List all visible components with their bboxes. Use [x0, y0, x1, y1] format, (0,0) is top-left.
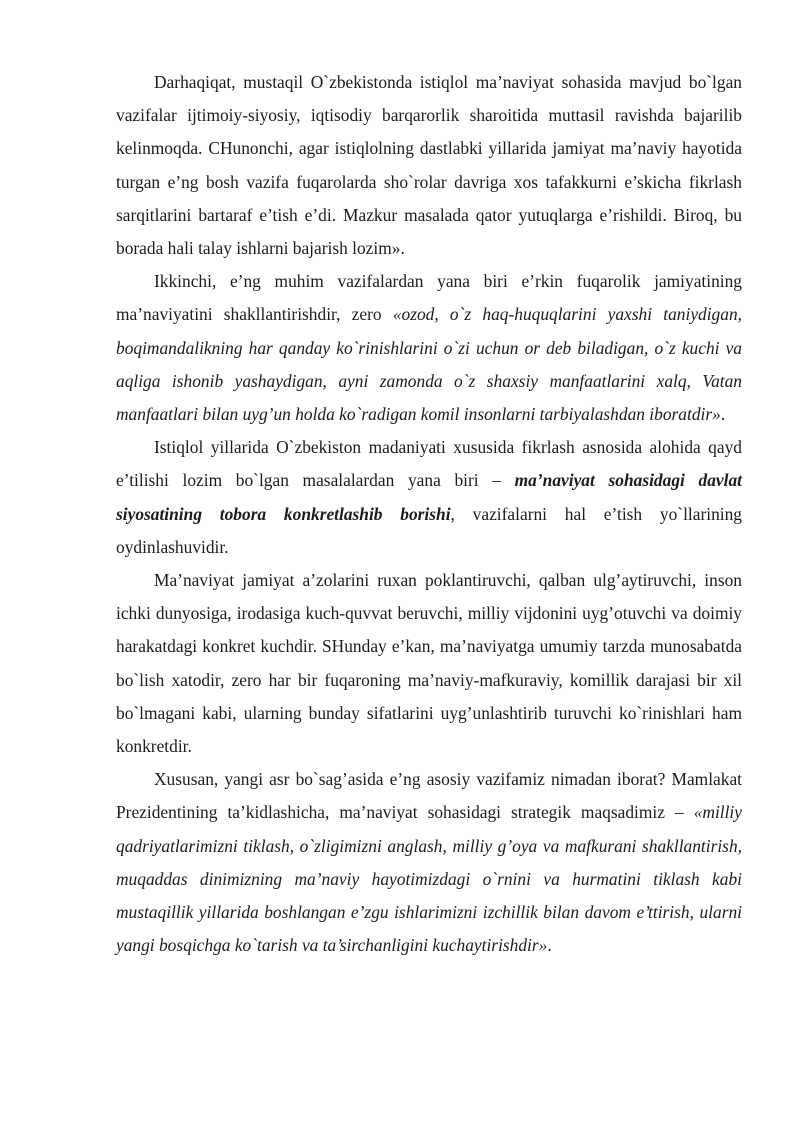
paragraph-2-quote: «ozod, o`z haq-huquqlarini yaxshi taniydigan, boqimandalikning har qanday ko`rinishlarini o`zi uchun or deb biladigan, o`z kuchi va aqliga ishonib yashaydigan, ayni zamonda o`z shaxsiy manfaatlarini xalq, Vatan manfaatlari bilan uyg’un holda ko`radigan komil insonlarni tarbiyalashdan iboratdir» [116, 304, 742, 425]
paragraph-2 [116, 265, 742, 431]
paragraph-3 [116, 431, 742, 564]
paragraph-3-emphasis: ma’naviyat sohasidagi davlat siyosatining tobora konkretlashib borishi [116, 470, 742, 524]
paragraph-2-text: Ikkinchi, e’ng muhim vazifalardan yana biri e’rkin fuqarolik jamiyatining ma’naviyatini shakllantirishdir, zero [116, 271, 742, 325]
paragraph-1-text: Darhaqiqat, mustaqil O`zbekistonda istiqlol ma’naviyat sohasida mavjud bo`lgan vazifalar ijtimoiy-siyosiy, iqtisodiy barqarorlik sharoitida muttasil ravishda bajarilib kelinmoqda. CHunonchi, agar istiqlolning dastlabki yillarida jamiyat ma’naviy hayotida turgan e’ng bosh vazifa fuqarolarda sho`rolar davriga xos tafakkurni e’skicha fikrlash sarqitlarini bartaraf e’tish e’di. Mazkur masalada qator yutuqlarga e’rishildi. Biroq, bu borada hali talay ishlarni bajarish lozim». [116, 72, 742, 259]
paragraph-4 [116, 564, 742, 763]
paragraph-2-end: . [720, 404, 726, 425]
paragraph-1 [116, 66, 742, 265]
paragraph-4-text: Ma’naviyat jamiyat a’zolarini ruxan poklantiruvchi, qalban ulg’aytiruvchi, inson ichki dunyosiga, irodasiga kuch-quvvat beruvchi, milliy vijdonini uyg’otuvchi va doimiy harakatdagi konkret kuchdir. SHunday e’kan, ma’naviyatga umumiy tarzda munosabatda bo`lish xatodir, zero har bir fuqaroning ma’naviy-mafkuraviy, komillik darajasi bir xil bo`lmagani kabi, ularning bunday sifatlarini uyg’unlashtirib turuvchi ko`rinishlari ham konkretdir. [116, 570, 742, 757]
paragraph-5-quote: «milliy qadriyatlarimizni tiklash, o`zligimizni anglash, milliy g’oya va mafkurani shakllantirish, muqaddas dinimizning ma’naviy hayotimizdagi o`rnini va hurmatini tiklash kabi mustaqillik yillarida boshlangan e’zgu ishlarimizni izchillik bilan davom e’ttirish, ularni yangi bosqichga ko`tarish va ta’sirchanligini kuchaytirishdir» [116, 802, 742, 956]
paragraph-3-end: , vazifalarni hal e’tish yo`llarining oydinlashuvidir. [116, 503, 742, 557]
paragraph-5-text: Xususan, yangi asr bo`sag’asida e’ng asosiy vazifamiz nimadan iborat? Mamlakat Prezidentining ta’kidlashicha, ma’naviyat sohasidagi strategik maqsadimiz – [116, 769, 742, 823]
paragraph-5 [116, 763, 742, 962]
document-page [116, 66, 742, 962]
paragraph-5-end: . [547, 935, 552, 956]
paragraph-3-text: Istiqlol yillarida O`zbekiston madaniyati xususida fikrlash asnosida alohida qayd e’tilishi lozim bo`lgan masalalardan yana biri – [116, 437, 742, 491]
